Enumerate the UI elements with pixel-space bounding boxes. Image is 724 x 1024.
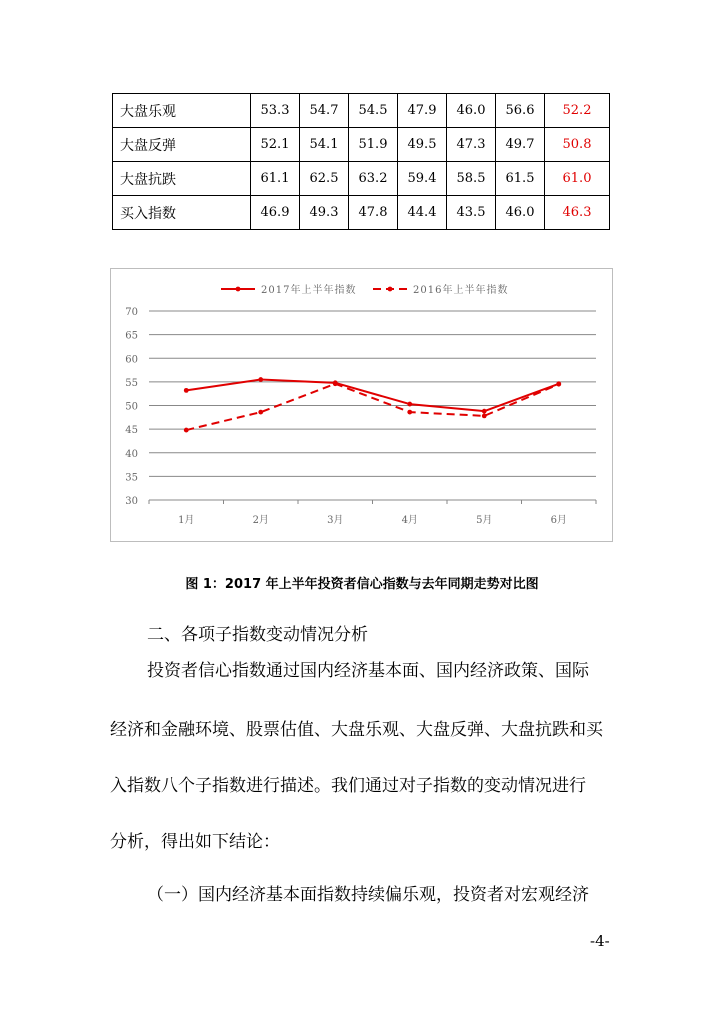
- paragraph-line: 入指数八个子指数进行描述。我们通过对子指数的变动情况进行: [110, 776, 586, 796]
- table-cell: 47.9: [398, 94, 447, 128]
- page-number: -4-: [590, 932, 610, 950]
- table-cell-highlight: 61.0: [545, 162, 610, 196]
- table-cell: 49.3: [300, 196, 349, 230]
- y-tick-label: 70: [125, 307, 138, 318]
- table-cell: 43.5: [447, 196, 496, 230]
- y-tick-label: 65: [125, 330, 138, 342]
- table-cell: 54.1: [300, 128, 349, 162]
- y-tick-label: 55: [125, 377, 138, 389]
- table-cell-highlight: 46.3: [545, 196, 610, 230]
- subheading: （一）国内经济基本面指数持续偏乐观，投资者对宏观经济: [147, 885, 589, 905]
- row-label: 大盘乐观: [113, 94, 251, 128]
- data-point: [556, 382, 561, 387]
- x-tick-label: 5月: [476, 515, 493, 526]
- table-cell: 52.1: [251, 128, 300, 162]
- series-line: [186, 384, 559, 430]
- y-tick-label: 35: [125, 472, 138, 484]
- row-label: 大盘抗跌: [113, 162, 251, 196]
- table-cell: 47.3: [447, 128, 496, 162]
- legend-label: 2017年上半年指数: [261, 285, 357, 296]
- data-point: [258, 410, 263, 415]
- x-tick-label: 6月: [550, 515, 567, 526]
- table-cell: 62.5: [300, 162, 349, 196]
- figure-caption: 图 1：2017 年上半年投资者信心指数与去年同期走势对比图: [185, 577, 539, 592]
- table-cell-highlight: 50.8: [545, 128, 610, 162]
- table-cell: 63.2: [349, 162, 398, 196]
- y-tick-label: 30: [125, 496, 138, 507]
- table-cell: 54.5: [349, 94, 398, 128]
- table-cell: 56.6: [496, 94, 545, 128]
- y-tick-label: 60: [125, 354, 138, 366]
- legend-marker: [388, 287, 393, 292]
- data-point: [258, 377, 263, 382]
- x-tick-label: 1月: [178, 515, 195, 526]
- table-row: [113, 128, 610, 162]
- x-tick-label: 4月: [401, 515, 418, 526]
- x-tick-label: 3月: [327, 515, 344, 526]
- table-cell-highlight: 52.2: [545, 94, 610, 128]
- row-label: 大盘反弹: [113, 128, 251, 162]
- paragraph-line: 分析，得出如下结论：: [110, 832, 280, 852]
- section-heading: 二、各项子指数变动情况分析: [147, 625, 368, 645]
- series-line: [186, 380, 559, 412]
- chart-container: [110, 268, 613, 542]
- table-cell: 46.0: [447, 94, 496, 128]
- data-point: [482, 409, 487, 414]
- row-label: 买入指数: [113, 196, 251, 230]
- data-point: [184, 388, 189, 393]
- data-point: [482, 413, 487, 418]
- table-row: [113, 196, 610, 230]
- table-cell: 49.7: [496, 128, 545, 162]
- y-tick-label: 45: [125, 425, 138, 437]
- table-cell: 58.5: [447, 162, 496, 196]
- sub-index-table: [112, 93, 610, 230]
- legend-label: 2016年上半年指数: [413, 285, 509, 296]
- table-row: [113, 94, 610, 128]
- data-point: [184, 428, 189, 433]
- paragraph-line: 投资者信心指数通过国内经济基本面、国内经济政策、国际: [147, 661, 589, 681]
- table-cell: 59.4: [398, 162, 447, 196]
- table-cell: 46.9: [251, 196, 300, 230]
- table-cell: 61.1: [251, 162, 300, 196]
- data-point: [407, 410, 412, 415]
- table-cell: 49.5: [398, 128, 447, 162]
- table-row: [113, 162, 610, 196]
- table-cell: 54.7: [300, 94, 349, 128]
- table-cell: 53.3: [251, 94, 300, 128]
- y-tick-label: 40: [125, 448, 138, 460]
- y-tick-label: 50: [125, 401, 138, 413]
- line-chart: [111, 269, 612, 541]
- data-point: [333, 381, 338, 386]
- table-cell: 51.9: [349, 128, 398, 162]
- legend-marker: [236, 287, 241, 292]
- table-cell: 46.0: [496, 196, 545, 230]
- paragraph-line: 经济和金融环境、股票估值、大盘乐观、大盘反弹、大盘抗跌和买: [110, 720, 603, 740]
- table-cell: 61.5: [496, 162, 545, 196]
- table-cell: 47.8: [349, 196, 398, 230]
- data-point: [407, 402, 412, 407]
- table-cell: 44.4: [398, 196, 447, 230]
- x-tick-label: 2月: [252, 515, 269, 526]
